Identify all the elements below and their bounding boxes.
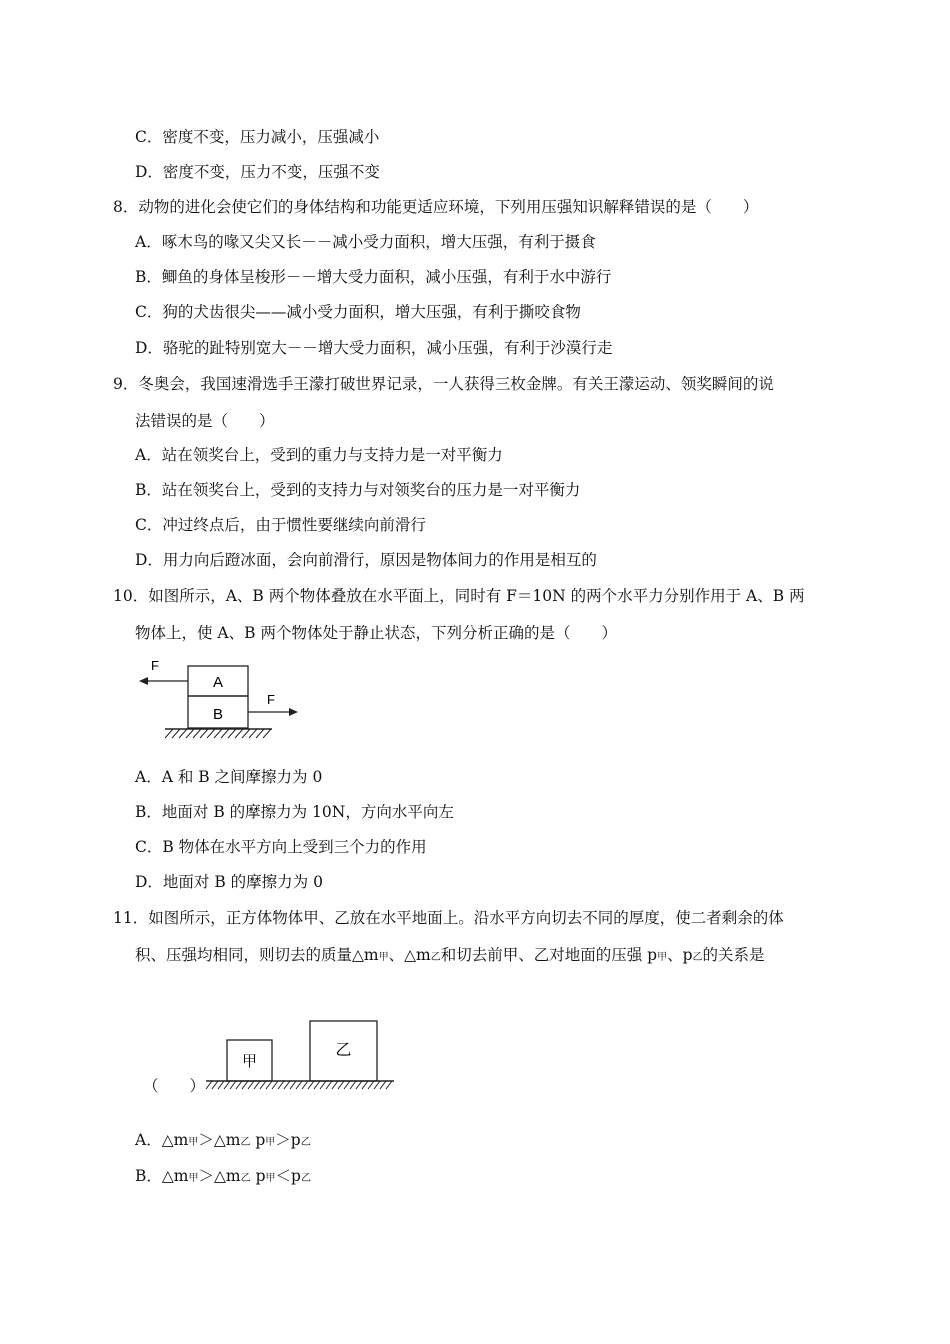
q8-option-d: D．骆驼的趾特别宽大－－增大受力面积，减小压强，有利于沙漠行走 xyxy=(135,339,613,357)
subscript-yi: 乙 xyxy=(240,1173,251,1184)
cube-yi-label: 乙 xyxy=(335,1042,352,1059)
q10-figure-stacked-blocks xyxy=(135,654,310,746)
ground-hatching xyxy=(206,1081,392,1089)
subscript-jia: 甲 xyxy=(265,1173,276,1184)
q7-option-d: D．密度不变，压力不变，压强不变 xyxy=(135,163,380,181)
q11-stem-part4: 、p xyxy=(667,946,693,964)
q8-option-b: B．鲫鱼的身体呈梭形－－增大受力面积，减小压强，有利于水中游行 xyxy=(135,268,612,286)
q9-option-a: A．站在领奖台上，受到的重力与支持力是一对平衡力 xyxy=(135,446,503,464)
q10-stem-line2: 物体上，使 A、B 两个物体处于静止状态，下列分析正确的是（ ） xyxy=(135,624,617,642)
q11-stem-part2: 、△m xyxy=(388,946,431,964)
q8-stem: 8．动物的进化会使它们的身体结构和功能更适应环境，下列用压强知识解释错误的是（ ） xyxy=(113,198,759,216)
subscript-jia: 甲 xyxy=(378,952,389,963)
q10-option-b: B．地面对 B 的摩擦力为 10N，方向水平向左 xyxy=(135,803,454,821)
q11-b-part1: B．△m xyxy=(135,1167,189,1185)
q11-a-part2: ＞△m xyxy=(198,1131,241,1149)
force-right-label: F xyxy=(267,692,275,707)
q11-option-b xyxy=(135,1166,311,1189)
q11-option-a xyxy=(135,1130,311,1153)
q10-option-d: D．地面对 B 的摩擦力为 0 xyxy=(135,873,323,891)
q11-stem-line2 xyxy=(135,945,765,968)
q11-stem-part3: 和切去前甲、乙对地面的压强 p xyxy=(440,946,658,964)
q11-figure-cubes xyxy=(200,1014,400,1094)
q10-option-c: C．B 物体在水平方向上受到三个力的作用 xyxy=(135,838,427,856)
q11-stem-part1: 积、压强均相同，则切去的质量△m xyxy=(135,946,379,964)
q11-a-part1: A．△m xyxy=(135,1131,189,1149)
q11-a-part4: ＞p xyxy=(275,1131,301,1149)
subscript-yi: 乙 xyxy=(240,1137,251,1148)
q11-b-part2: ＞△m xyxy=(198,1167,241,1185)
q11-stem-part5: 的关系是 xyxy=(702,946,765,964)
q8-option-c: C．狗的犬齿很尖——减小受力面积，增大压强，有利于撕咬食物 xyxy=(135,303,581,321)
cube-jia-label: 甲 xyxy=(241,1053,258,1070)
q9-option-b: B．站在领奖台上，受到的支持力与对领奖台的压力是一对平衡力 xyxy=(135,481,581,499)
subscript-yi: 乙 xyxy=(692,952,703,963)
subscript-jia: 甲 xyxy=(657,952,668,963)
block-a-label: A xyxy=(212,674,224,691)
q11-answer-paren: （ ） xyxy=(143,1077,206,1095)
force-left-label: F xyxy=(151,658,159,673)
q8-option-a: A．啄木鸟的喙又尖又长－－减小受力面积，增大压强，有利于摄食 xyxy=(135,233,596,251)
q11-a-part3: p xyxy=(250,1131,266,1149)
q11-b-part3: p xyxy=(250,1167,266,1185)
block-b-label: B xyxy=(212,706,224,723)
subscript-jia: 甲 xyxy=(265,1137,276,1148)
q10-stem-line1: 10．如图所示，A、B 两个物体叠放在水平面上，同时有 F＝10N 的两个水平力分别作用于 A、B 两 xyxy=(113,587,805,605)
q9-option-d: D．用力向后蹬冰面，会向前滑行，原因是物体间力的作用是相互的 xyxy=(135,551,597,569)
subscript-yi: 乙 xyxy=(300,1137,311,1148)
subscript-yi: 乙 xyxy=(300,1173,311,1184)
subscript-jia: 甲 xyxy=(188,1173,199,1184)
q7-option-c: C．密度不变，压力减小，压强减小 xyxy=(135,128,380,146)
q10-option-a: A．A 和 B 之间摩擦力为 0 xyxy=(135,768,323,786)
q9-option-c: C．冲过终点后，由于惯性要继续向前滑行 xyxy=(135,516,426,534)
force-arrow-left-head xyxy=(139,677,148,685)
subscript-jia: 甲 xyxy=(188,1137,199,1148)
q11-b-part4: ＜p xyxy=(275,1167,301,1185)
q9-stem-line2: 法错误的是（ ） xyxy=(135,412,275,430)
ground-hatching xyxy=(165,729,271,738)
subscript-yi: 乙 xyxy=(430,952,441,963)
q9-stem-line1: 9．冬奥会，我国速滑选手王濛打破世界记录，一人获得三枚金牌。有关王濛运动、领奖瞬间的说 xyxy=(113,375,774,393)
force-arrow-right-head xyxy=(289,708,298,716)
q11-stem-line1: 11．如图所示，正方体物体甲、乙放在水平地面上。沿水平方向切去不同的厚度，使二者剩余的体 xyxy=(113,909,784,927)
